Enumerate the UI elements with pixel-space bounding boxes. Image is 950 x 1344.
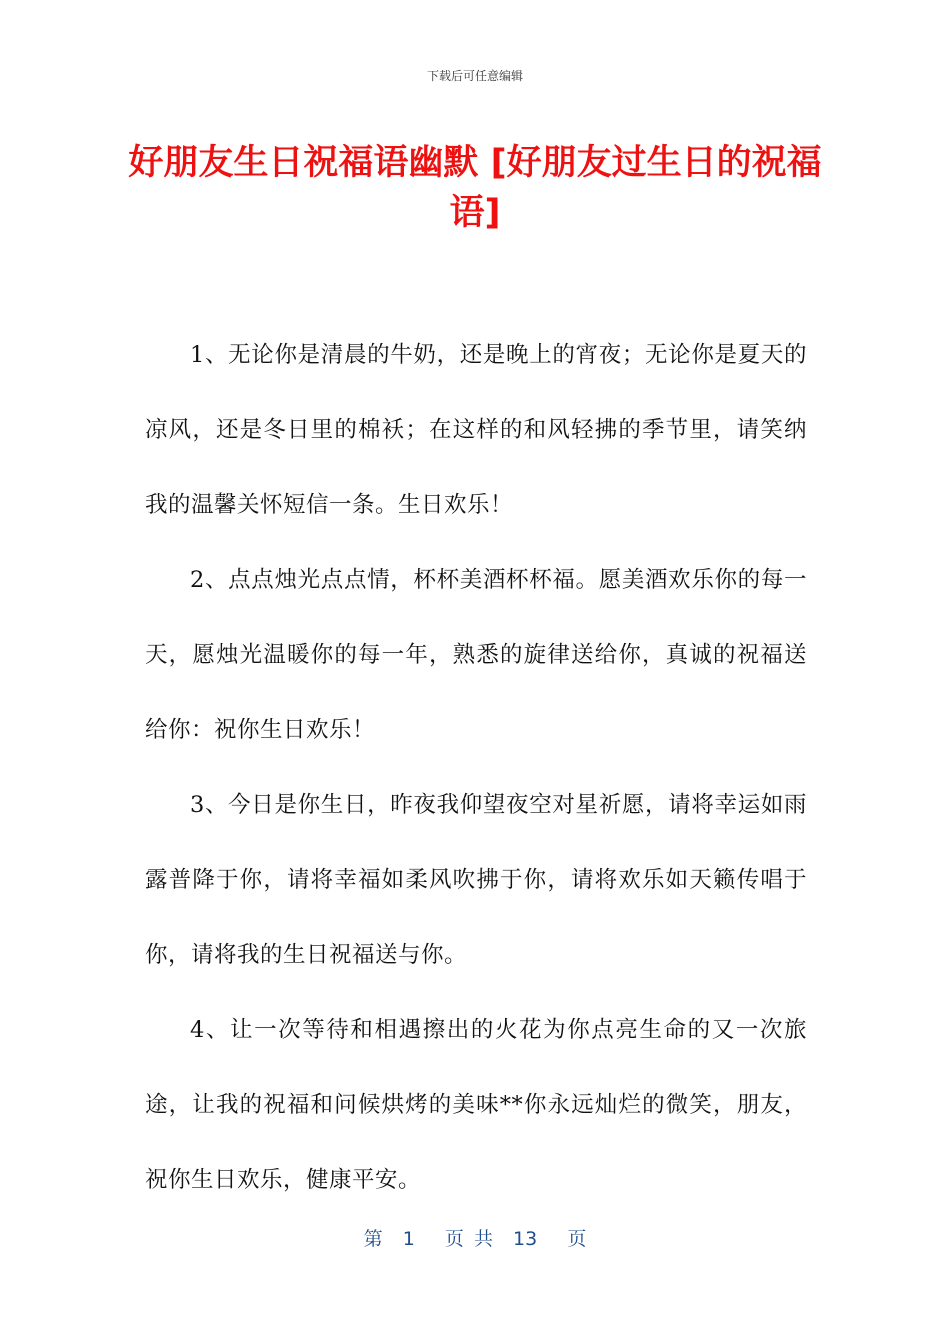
paragraph-1: 1、无论你是清晨的牛奶，还是晚上的宵夜；无论你是夏天的凉风，还是冬日里的棉袄；在这样的和风轻拂的季节里，请笑纳我的温馨关怀短信一条。生日欢乐！ [145,342,807,518]
document-body [145,318,807,1218]
page-number-label: 第 1 页 共 13 页 [363,1228,587,1250]
page-footer [0,1224,950,1251]
paragraph-3: 3、今日是你生日，昨夜我仰望夜空对星祈愿，请将幸运如雨露普降于你，请将幸福如柔风吹拂于你，请将欢乐如天籁传唱于你，请将我的生日祝福送与你。 [145,792,807,968]
paragraph-2: 2、点点烛光点点情，杯杯美酒杯杯福。愿美酒欢乐你的每一天，愿烛光温暖你的每一年，熟悉的旋律送给你，真诚的祝福送给你：祝你生日欢乐！ [145,567,807,743]
header-note: 下载后可任意编辑 [426,69,523,83]
paragraph-4: 4、让一次等待和相遇擦出的火花为你点亮生命的又一次旅途，让我的祝福和问候烘烤的美味**你永远灿烂的微笑，朋友，祝你生日欢乐，健康平安。 [145,1017,807,1193]
document-title: 好朋友生日祝福语幽默 [好朋友过生日的祝福语] [128,143,822,233]
